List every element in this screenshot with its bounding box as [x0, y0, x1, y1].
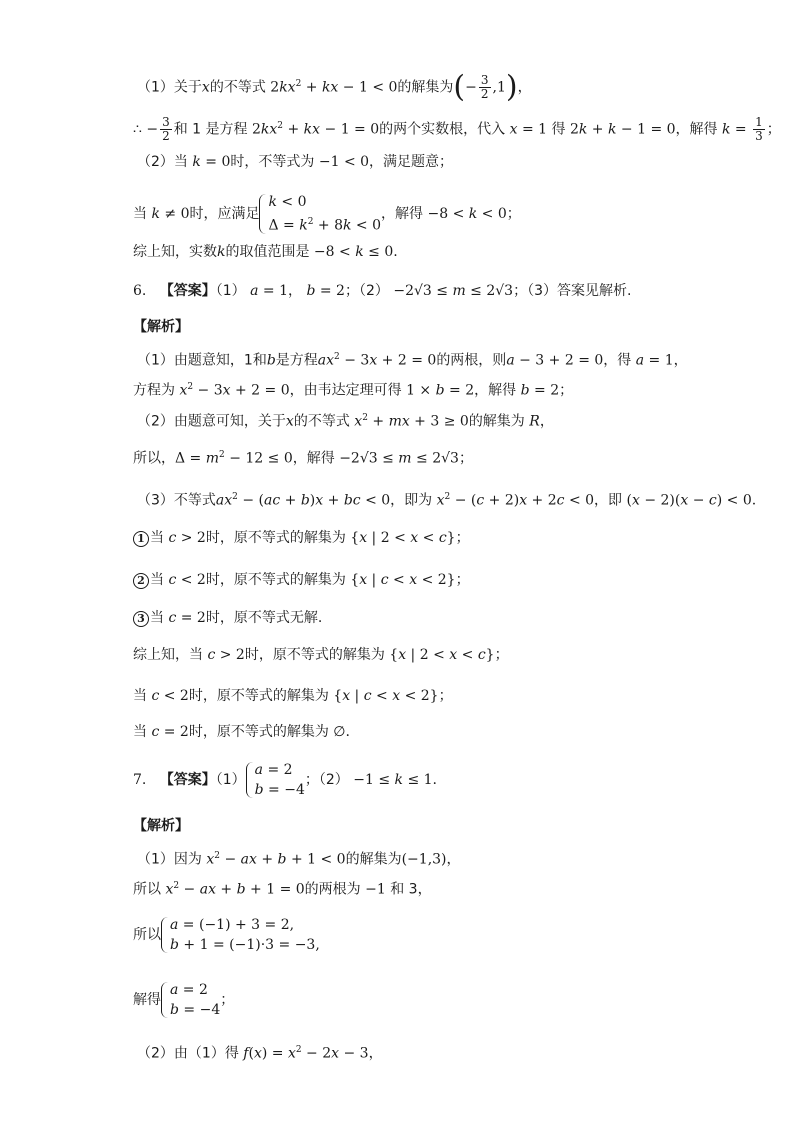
- solution-line: 综上知，当 c > 2时，原不等式的解集为 {x | 2 < x < c}；: [133, 647, 509, 663]
- solution-line: （1）因为 $x^2$ − ax + b + 1 < 0的解集为(−1,3)，: [137, 851, 461, 868]
- solution-line: 综上知，实数k的取值范围是 −8 < k ≤ 0.: [133, 244, 398, 260]
- solution-line: 解得 a = 2 b = −4 ；: [133, 982, 235, 1018]
- solution-line: （1）由题意知，1和b是方程$ax^2 - 3x + 2 = 0$的两根，则a − 3 + 2 = 0，得 a = 1，: [137, 352, 688, 369]
- solution-line: 所以 a = (−1) + 3 = 2, b + 1 = (−1)·3 = −3,: [133, 917, 320, 953]
- answer-heading-6: 6. 【答案】（1） a = 1， b = 2；（2） −2√3 ≤ m ≤ 2√3；（3）答案见解析.: [133, 283, 632, 299]
- analysis-heading: 【解析】: [133, 319, 189, 335]
- solution-line: 当 c = 2时，原不等式的解集为 ∅.: [133, 724, 350, 740]
- answer-heading-7: 7. 【答案】（1） a = 2 b = −4 ；（2） −1 ≤ k ≤ 1.: [133, 762, 438, 798]
- solution-line: 所以，$\Delta = m^2 - 12 \le 0$，解得 −2√3 ≤ m ≤ 2√3；: [133, 450, 473, 467]
- solution-line: 方程为 $x^2 - 3x + 2 = 0$，由韦达定理可得 1 × b = 2，解得 b = 2；: [133, 382, 574, 399]
- solution-line: （2）由（1）得 $f(x) = x^2 - 2x - 3$，: [137, 1045, 383, 1062]
- solution-line: 当 c < 2时，原不等式的解集为 {x | c < x < 2}；: [133, 688, 453, 704]
- solution-line: 所以 $x^2$ − ax + b + 1 = 0的两根为 −1 和 3，: [133, 881, 432, 898]
- solution-line: （2）当 k = 0时，不等式为 −1 < 0，满足题意；: [137, 154, 454, 170]
- solution-line: （3）不等式$ax^2 - (ac + b)x$ + bc < 0，即为 $x^2 - (c + 2)x + 2c < 0$，即 (x − 2)(x − c) < 0.: [137, 492, 757, 509]
- analysis-heading: 【解析】: [133, 818, 189, 834]
- solution-line: （2）由题意可知，关于x的不等式 $x^2$ + mx + 3 ≥ 0的解集为 R，: [137, 413, 554, 430]
- solution-line: 当 k ≠ 0时，应满足 k < 0 $\Delta = k^2 + 8k < 0$ ，解得 −8 < k < 0；: [133, 194, 521, 234]
- solution-line: 2 当 c < 2时，原不等式的解集为 {x | c < x < 2}；: [133, 570, 470, 590]
- solution-line: 3 当 c = 2时，原不等式无解.: [133, 608, 322, 628]
- solution-line: （1）关于x的不等式 $2kx^2$ + kx − 1 < 0的解集为(− $\frac{3}{2}$ ,1)，: [137, 69, 532, 105]
- solution-line: 1 当 c > 2时，原不等式的解集为 {x | 2 < x < c}；: [133, 528, 470, 548]
- solution-line: ∴ − $\frac{3}{2}$ 和 1 是方程 $2kx^2$ + kx − 1 = 0的两个实数根，代入 x = 1 得 2k + k − 1 = 0，解得 k = $\frac{1}{3}$ ；: [133, 115, 781, 144]
